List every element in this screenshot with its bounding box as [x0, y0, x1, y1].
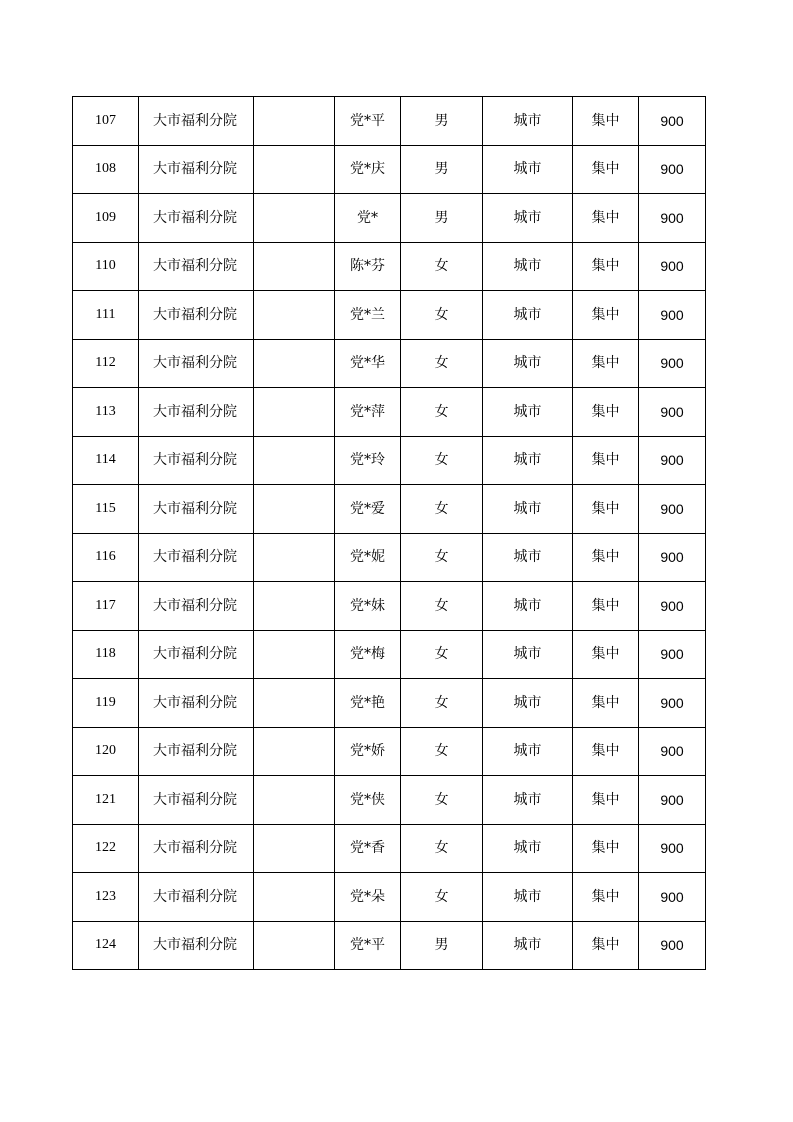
area-cell: 城市: [483, 97, 573, 146]
amount-cell: 900: [639, 630, 706, 679]
row-number-cell: 118: [73, 630, 139, 679]
area-cell: 城市: [483, 727, 573, 776]
unit-cell: 大市福利分院: [139, 824, 254, 873]
name-cell: 党*兰: [335, 291, 401, 340]
amount-cell: 900: [639, 436, 706, 485]
row-number-cell: 120: [73, 727, 139, 776]
area-cell: 城市: [483, 291, 573, 340]
blank-cell: [254, 727, 335, 776]
gender-cell: 男: [401, 921, 483, 970]
care-mode-cell: 集中: [573, 97, 639, 146]
area-cell: 城市: [483, 824, 573, 873]
blank-cell: [254, 873, 335, 922]
amount-cell: 900: [639, 727, 706, 776]
area-cell: 城市: [483, 194, 573, 243]
area-cell: 城市: [483, 339, 573, 388]
row-number-cell: 115: [73, 485, 139, 534]
row-number-cell: 123: [73, 873, 139, 922]
name-cell: 党*萍: [335, 388, 401, 437]
amount-cell: 900: [639, 291, 706, 340]
amount-cell: 900: [639, 97, 706, 146]
care-mode-cell: 集中: [573, 873, 639, 922]
blank-cell: [254, 533, 335, 582]
gender-cell: 男: [401, 194, 483, 243]
gender-cell: 女: [401, 776, 483, 825]
care-mode-cell: 集中: [573, 339, 639, 388]
blank-cell: [254, 630, 335, 679]
gender-cell: 女: [401, 582, 483, 631]
area-cell: 城市: [483, 242, 573, 291]
blank-cell: [254, 436, 335, 485]
name-cell: 党*爱: [335, 485, 401, 534]
unit-cell: 大市福利分院: [139, 727, 254, 776]
gender-cell: 女: [401, 436, 483, 485]
gender-cell: 女: [401, 242, 483, 291]
row-number-cell: 108: [73, 145, 139, 194]
care-mode-cell: 集中: [573, 242, 639, 291]
care-mode-cell: 集中: [573, 485, 639, 534]
table-row: [73, 291, 706, 340]
name-cell: 党*平: [335, 97, 401, 146]
amount-cell: 900: [639, 194, 706, 243]
table-row: [73, 145, 706, 194]
gender-cell: 女: [401, 533, 483, 582]
area-cell: 城市: [483, 145, 573, 194]
area-cell: 城市: [483, 388, 573, 437]
row-number-cell: 109: [73, 194, 139, 243]
care-mode-cell: 集中: [573, 291, 639, 340]
blank-cell: [254, 242, 335, 291]
blank-cell: [254, 679, 335, 728]
unit-cell: 大市福利分院: [139, 921, 254, 970]
name-cell: 党*梅: [335, 630, 401, 679]
area-cell: 城市: [483, 776, 573, 825]
row-number-cell: 122: [73, 824, 139, 873]
blank-cell: [254, 339, 335, 388]
name-cell: 党*庆: [335, 145, 401, 194]
area-cell: 城市: [483, 533, 573, 582]
gender-cell: 女: [401, 630, 483, 679]
row-number-cell: 111: [73, 291, 139, 340]
gender-cell: 女: [401, 824, 483, 873]
amount-cell: 900: [639, 533, 706, 582]
table-row: [73, 630, 706, 679]
unit-cell: 大市福利分院: [139, 194, 254, 243]
name-cell: 党*朵: [335, 873, 401, 922]
area-cell: 城市: [483, 679, 573, 728]
table-row: [73, 485, 706, 534]
name-cell: 党*妹: [335, 582, 401, 631]
table-row: [73, 727, 706, 776]
care-mode-cell: 集中: [573, 582, 639, 631]
area-cell: 城市: [483, 485, 573, 534]
unit-cell: 大市福利分院: [139, 291, 254, 340]
care-mode-cell: 集中: [573, 194, 639, 243]
table-row: [73, 436, 706, 485]
care-mode-cell: 集中: [573, 145, 639, 194]
row-number-cell: 117: [73, 582, 139, 631]
blank-cell: [254, 291, 335, 340]
name-cell: 党*艳: [335, 679, 401, 728]
gender-cell: 女: [401, 485, 483, 534]
unit-cell: 大市福利分院: [139, 582, 254, 631]
table-row: [73, 339, 706, 388]
amount-cell: 900: [639, 485, 706, 534]
name-cell: 党*香: [335, 824, 401, 873]
amount-cell: 900: [639, 339, 706, 388]
unit-cell: 大市福利分院: [139, 97, 254, 146]
amount-cell: 900: [639, 921, 706, 970]
amount-cell: 900: [639, 824, 706, 873]
blank-cell: [254, 582, 335, 631]
blank-cell: [254, 388, 335, 437]
table-row: [73, 679, 706, 728]
care-mode-cell: 集中: [573, 630, 639, 679]
unit-cell: 大市福利分院: [139, 533, 254, 582]
row-number-cell: 110: [73, 242, 139, 291]
care-mode-cell: 集中: [573, 727, 639, 776]
name-cell: 党*娇: [335, 727, 401, 776]
unit-cell: 大市福利分院: [139, 776, 254, 825]
row-number-cell: 113: [73, 388, 139, 437]
unit-cell: 大市福利分院: [139, 388, 254, 437]
gender-cell: 男: [401, 145, 483, 194]
row-number-cell: 116: [73, 533, 139, 582]
gender-cell: 女: [401, 727, 483, 776]
area-cell: 城市: [483, 873, 573, 922]
care-mode-cell: 集中: [573, 679, 639, 728]
roster-table: [72, 96, 706, 970]
table-row: [73, 776, 706, 825]
amount-cell: 900: [639, 873, 706, 922]
unit-cell: 大市福利分院: [139, 242, 254, 291]
name-cell: 党*: [335, 194, 401, 243]
table-row: [73, 242, 706, 291]
blank-cell: [254, 776, 335, 825]
unit-cell: 大市福利分院: [139, 485, 254, 534]
amount-cell: 900: [639, 145, 706, 194]
name-cell: 党*平: [335, 921, 401, 970]
area-cell: 城市: [483, 436, 573, 485]
name-cell: 陈*芬: [335, 242, 401, 291]
gender-cell: 女: [401, 388, 483, 437]
table-row: [73, 194, 706, 243]
care-mode-cell: 集中: [573, 533, 639, 582]
care-mode-cell: 集中: [573, 388, 639, 437]
table-row: [73, 97, 706, 146]
blank-cell: [254, 921, 335, 970]
row-number-cell: 114: [73, 436, 139, 485]
name-cell: 党*玲: [335, 436, 401, 485]
unit-cell: 大市福利分院: [139, 679, 254, 728]
unit-cell: 大市福利分院: [139, 339, 254, 388]
table-row: [73, 533, 706, 582]
gender-cell: 女: [401, 339, 483, 388]
care-mode-cell: 集中: [573, 921, 639, 970]
care-mode-cell: 集中: [573, 824, 639, 873]
name-cell: 党*华: [335, 339, 401, 388]
care-mode-cell: 集中: [573, 436, 639, 485]
area-cell: 城市: [483, 630, 573, 679]
unit-cell: 大市福利分院: [139, 145, 254, 194]
amount-cell: 900: [639, 679, 706, 728]
row-number-cell: 121: [73, 776, 139, 825]
unit-cell: 大市福利分院: [139, 630, 254, 679]
unit-cell: 大市福利分院: [139, 873, 254, 922]
table-row: [73, 824, 706, 873]
area-cell: 城市: [483, 921, 573, 970]
unit-cell: 大市福利分院: [139, 436, 254, 485]
row-number-cell: 112: [73, 339, 139, 388]
amount-cell: 900: [639, 582, 706, 631]
area-cell: 城市: [483, 582, 573, 631]
amount-cell: 900: [639, 242, 706, 291]
care-mode-cell: 集中: [573, 776, 639, 825]
blank-cell: [254, 824, 335, 873]
blank-cell: [254, 145, 335, 194]
table-row: [73, 873, 706, 922]
roster-body: [73, 97, 706, 970]
blank-cell: [254, 485, 335, 534]
gender-cell: 女: [401, 873, 483, 922]
gender-cell: 男: [401, 97, 483, 146]
blank-cell: [254, 194, 335, 243]
gender-cell: 女: [401, 291, 483, 340]
gender-cell: 女: [401, 679, 483, 728]
row-number-cell: 119: [73, 679, 139, 728]
table-row: [73, 921, 706, 970]
table-row: [73, 582, 706, 631]
name-cell: 党*侠: [335, 776, 401, 825]
row-number-cell: 124: [73, 921, 139, 970]
blank-cell: [254, 97, 335, 146]
name-cell: 党*妮: [335, 533, 401, 582]
row-number-cell: 107: [73, 97, 139, 146]
table-row: [73, 388, 706, 437]
amount-cell: 900: [639, 388, 706, 437]
amount-cell: 900: [639, 776, 706, 825]
